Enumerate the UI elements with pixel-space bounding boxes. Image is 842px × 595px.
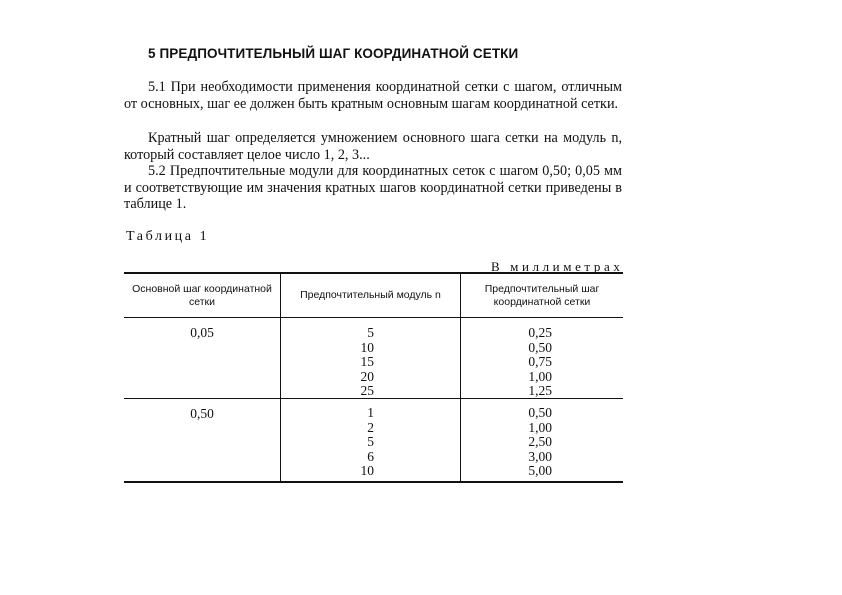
- header-base-step: Основной шаг координатной сетки: [132, 282, 272, 308]
- module-value: 5: [367, 434, 374, 450]
- header-divider: [124, 317, 623, 318]
- multiple-step-value: 5,00: [528, 463, 552, 479]
- header-module: Предпочтительный модуль n: [300, 289, 441, 301]
- module-value: 10: [360, 339, 374, 355]
- base-step-cell: 0,05: [190, 325, 214, 340]
- multiple-step-value: 0,25: [528, 325, 552, 340]
- grid-step-table: [124, 272, 623, 483]
- multiple-step-value: 3,00: [528, 448, 552, 464]
- table-units: В миллиметрах: [491, 259, 624, 274]
- module-value: 5: [367, 325, 374, 340]
- multiple-step-cell: [504, 326, 552, 399]
- multiple-step-value: 0,50: [528, 405, 552, 420]
- paragraph-5-1-text: 5.1 При необходимости применения координатной сетки с шагом, отличным от основных, шаг ее должен быть кратным основным шагам координатной сетки.: [124, 79, 622, 112]
- module-cell: [324, 326, 374, 399]
- module-value: 25: [360, 383, 374, 399]
- module-value: 2: [367, 419, 374, 435]
- table-caption: Таблица 1: [126, 229, 210, 244]
- paragraph-multiple-step-text: Кратный шаг определяется умножением основного шага сетки на модуль n, который составляет целое число 1, 2, 3...: [124, 130, 622, 163]
- multiple-step-value: 2,50: [528, 434, 552, 450]
- module-value: 15: [360, 354, 374, 370]
- module-value: 6: [367, 448, 374, 464]
- module-value: 20: [360, 368, 374, 384]
- module-value: 10: [360, 463, 374, 479]
- paragraph-5-2-text: 5.2 Предпочтительные модули для координатных сеток с шагом 0,50; 0,05 мм и соответствующие им значения кратных шагов координатной сетки приведены в таблице 1.: [124, 163, 622, 212]
- multiple-step-cell: [504, 406, 552, 479]
- paragraph-5-1: [124, 79, 622, 112]
- multiple-step-value: 1,00: [528, 419, 552, 435]
- paragraph-5-2: [124, 163, 622, 213]
- base-step-cell: 0,50: [190, 406, 214, 421]
- module-cell: [324, 406, 374, 479]
- module-value: 1: [367, 405, 374, 420]
- paragraph-multiple-step: [124, 130, 622, 163]
- multiple-step-value: 1,00: [528, 368, 552, 384]
- multiple-step-value: 0,50: [528, 339, 552, 355]
- multiple-step-value: 1,25: [528, 383, 552, 399]
- header-multiple-step: Предпочтительный шаг координатной сетки: [484, 282, 600, 308]
- section-heading: 5 ПРЕДПОЧТИТЕЛЬНЫЙ ШАГ КООРДИНАТНОЙ СЕТКИ: [148, 46, 519, 61]
- multiple-step-value: 0,75: [528, 354, 552, 370]
